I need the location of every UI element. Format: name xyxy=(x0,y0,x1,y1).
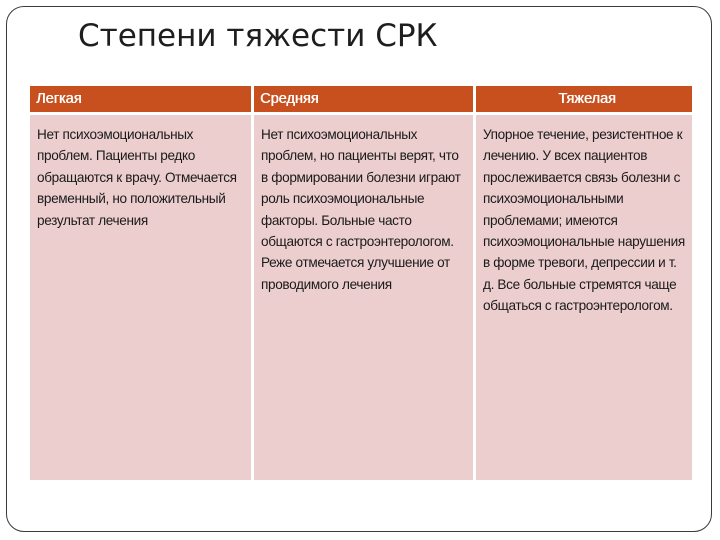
table-row xyxy=(30,115,692,480)
header-moderate: Средняя xyxy=(254,86,473,112)
cell-moderate-text: Нет психоэмоциональных проблем, но пациенты верят, что в формировании болезни играют роль психоэмоциональные факторы. Больные часто общаются с гастроэнтерологом. Реже отмечается улучшение от проводимого лечения xyxy=(261,127,461,292)
slide-title: Степени тяжести СРК xyxy=(78,18,438,54)
header-mild: Легкая xyxy=(30,86,251,112)
cell-moderate xyxy=(254,115,473,480)
cell-mild xyxy=(30,115,251,480)
header-severe: Тяжелая xyxy=(476,86,692,112)
severity-table xyxy=(27,83,695,483)
cell-mild-text: Нет психоэмоциональных проблем. Пациенты редко обращаются к врачу. Отмечается временный, но положительный результат лечения xyxy=(37,127,237,228)
cell-severe-text: Упорное течение, резистентное к лечению. У всех пациентов прослеживается связь болезни с психоэмоциональными проблемами; имеются психоэмоциональные нарушения в форме тревоги, депрессии и т. д. Все больные стремятся чаще общаться с гастроэнтерологом. xyxy=(483,127,685,314)
severity-table-container xyxy=(30,83,686,483)
table-header-row xyxy=(30,86,692,112)
cell-severe xyxy=(476,115,692,480)
